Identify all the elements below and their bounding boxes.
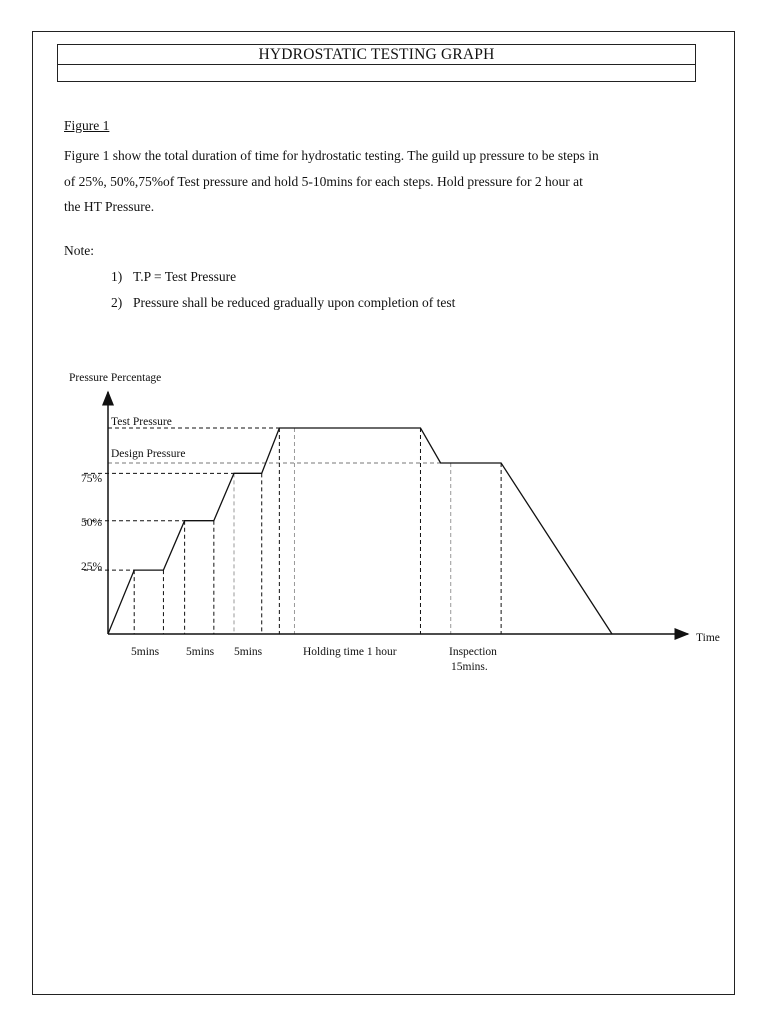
note-number: 2) (111, 295, 123, 310)
tick-label-25: 25% (81, 561, 103, 573)
paragraph-line: of 25%, 50%,75%of Test pressure and hold 5-10mins for each steps. Hold pressure for 2 hour at (64, 173, 583, 189)
annotation-inspection-duration: 15mins. (451, 661, 488, 673)
x-axis-label: Time (696, 632, 720, 644)
figure-label: Figure 1 (64, 118, 110, 133)
annotation-5mins-1: 5mins (131, 646, 160, 658)
note-text: T.P = Test Pressure (133, 269, 237, 284)
note-label: Note: (64, 243, 94, 258)
note-number: 1) (111, 269, 123, 284)
paragraph-line: Figure 1 show the total duration of time for hydrostatic testing. The guild up pressure to be steps in (64, 148, 599, 163)
y-axis-label: Pressure Percentage (69, 372, 162, 384)
paragraph-line: the HT Pressure. (64, 199, 155, 214)
level-label-test-pressure: Test Pressure (111, 416, 172, 428)
note-text: Pressure shall be reduced gradually upon completion of test (133, 295, 456, 310)
tick-label-75: 75% (81, 473, 103, 485)
annotation-holding-time: Holding time 1 hour (303, 646, 397, 658)
annotation-5mins-3: 5mins (234, 646, 263, 658)
tick-label-50: 50% (81, 517, 103, 529)
page-title: HYDROSTATIC TESTING GRAPH (58, 45, 695, 65)
level-label-design-pressure: Design Pressure (111, 448, 186, 460)
annotation-5mins-2: 5mins (186, 646, 215, 658)
annotation-inspection: Inspection (449, 646, 497, 658)
